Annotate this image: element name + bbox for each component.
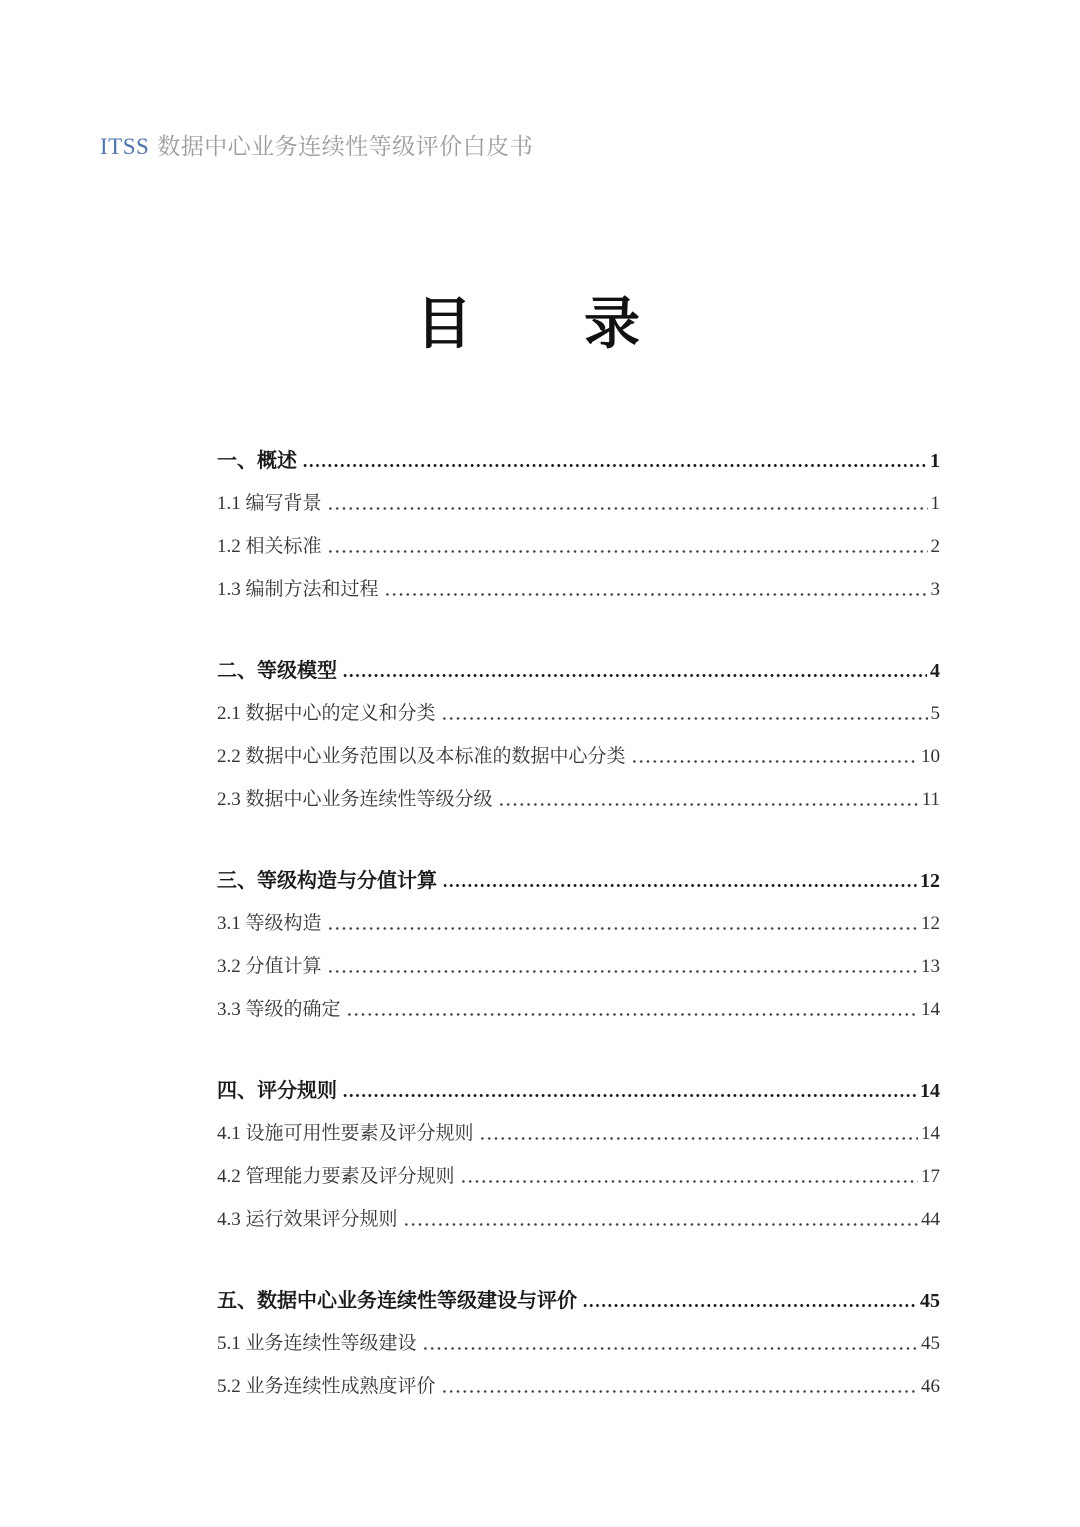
toc-entry-page: 11 [921,789,940,810]
toc-entry-label: 2.2 数据中心业务范围以及本标准的数据中心分类 [217,746,626,767]
leader-dots [498,803,919,806]
toc-entry-page: 45 [921,1333,940,1354]
leader-dots [403,1223,918,1226]
toc-entry-page: 4 [930,660,940,682]
toc-entry-1-2[interactable] [217,516,940,559]
toc-entry-label: 4.3 运行效果评分规则 [217,1209,398,1230]
toc-entry-label: 1.1 编写背景 [217,493,322,514]
toc-entry-2-3[interactable] [217,769,940,812]
toc-entry-page: 3 [930,579,940,600]
toc-entry-page: 12 [921,913,940,934]
toc-entry-label: 3.1 等级构造 [217,913,322,934]
toc-entry-1-3[interactable] [217,559,940,602]
toc-entry-page: 5 [930,703,940,724]
toc-entry-page: 13 [921,956,940,977]
toc-entry-label: 二、等级模型 [217,660,337,682]
leader-dots [327,507,928,510]
toc-entry-3-2[interactable] [217,936,940,979]
toc-entry-chapter-2[interactable] [217,640,940,683]
toc-entry-1-1[interactable] [217,473,940,516]
toc-entry-label: 一、概述 [217,450,297,472]
leader-dots [422,1347,918,1350]
leader-dots [441,1390,918,1393]
toc-entry-chapter-1[interactable] [217,430,940,473]
toc-entry-5-1[interactable] [217,1313,940,1356]
leader-dots [302,464,927,467]
toc-entry-page: 12 [920,870,940,892]
toc-entry-4-1[interactable] [217,1103,940,1146]
toc-entry-page: 44 [921,1209,940,1230]
toc-entry-page: 1 [930,493,940,514]
table-of-contents [217,430,940,1437]
doc-title-label: 数据中心业务连续性等级评价白皮书 [157,134,534,159]
toc-entry-chapter-5[interactable] [217,1270,940,1313]
toc-group-1 [217,430,940,602]
toc-entry-page: 45 [920,1290,940,1312]
document-header [100,132,533,162]
leader-dots [327,550,928,553]
leader-dots [327,927,918,930]
toc-entry-2-2[interactable] [217,726,940,769]
toc-entry-label: 4.1 设施可用性要素及评分规则 [217,1123,474,1144]
toc-entry-label: 3.3 等级的确定 [217,999,341,1020]
toc-entry-4-3[interactable] [217,1189,940,1232]
toc-entry-label: 5.2 业务连续性成熟度评价 [217,1376,436,1397]
leader-dots [479,1137,918,1140]
leader-dots [342,1094,917,1097]
leader-dots [460,1180,918,1183]
toc-group-2 [217,640,940,812]
toc-entry-label: 五、数据中心业务连续性等级建设与评价 [217,1290,577,1312]
leader-dots [384,593,928,596]
toc-entry-label: 1.2 相关标准 [217,536,322,557]
toc-entry-3-1[interactable] [217,893,940,936]
toc-group-4 [217,1060,940,1232]
leader-dots [342,674,927,677]
leader-dots [582,1304,917,1307]
toc-entry-page: 14 [920,1080,940,1102]
brand-label: ITSS [100,134,150,159]
toc-entry-label: 三、等级构造与分值计算 [217,870,437,892]
toc-entry-label: 5.1 业务连续性等级建设 [217,1333,417,1354]
leader-dots [631,760,918,763]
toc-group-5 [217,1270,940,1399]
leader-dots [442,884,917,887]
toc-entry-label: 四、评分规则 [217,1080,337,1102]
toc-entry-5-2[interactable] [217,1356,940,1399]
toc-entry-page: 14 [921,1123,940,1144]
toc-entry-page: 14 [921,999,940,1020]
toc-entry-label: 4.2 管理能力要素及评分规则 [217,1166,455,1187]
toc-entry-2-1[interactable] [217,683,940,726]
toc-entry-page: 46 [921,1376,940,1397]
toc-entry-page: 1 [930,450,940,472]
leader-dots [441,717,928,720]
leader-dots [346,1013,918,1016]
toc-entry-label: 1.3 编制方法和过程 [217,579,379,600]
toc-group-3 [217,850,940,1022]
toc-entry-page: 10 [921,746,940,767]
toc-entry-page: 2 [930,536,940,557]
toc-entry-chapter-3[interactable] [217,850,940,893]
toc-entry-4-2[interactable] [217,1146,940,1189]
leader-dots [327,970,918,973]
toc-entry-label: 3.2 分值计算 [217,956,322,977]
toc-entry-chapter-4[interactable] [217,1060,940,1103]
toc-entry-label: 2.3 数据中心业务连续性等级分级 [217,789,493,810]
toc-entry-label: 2.1 数据中心的定义和分类 [217,703,436,724]
page-title: 目 录 [416,294,640,356]
toc-entry-page: 17 [921,1166,940,1187]
toc-entry-3-3[interactable] [217,979,940,1022]
